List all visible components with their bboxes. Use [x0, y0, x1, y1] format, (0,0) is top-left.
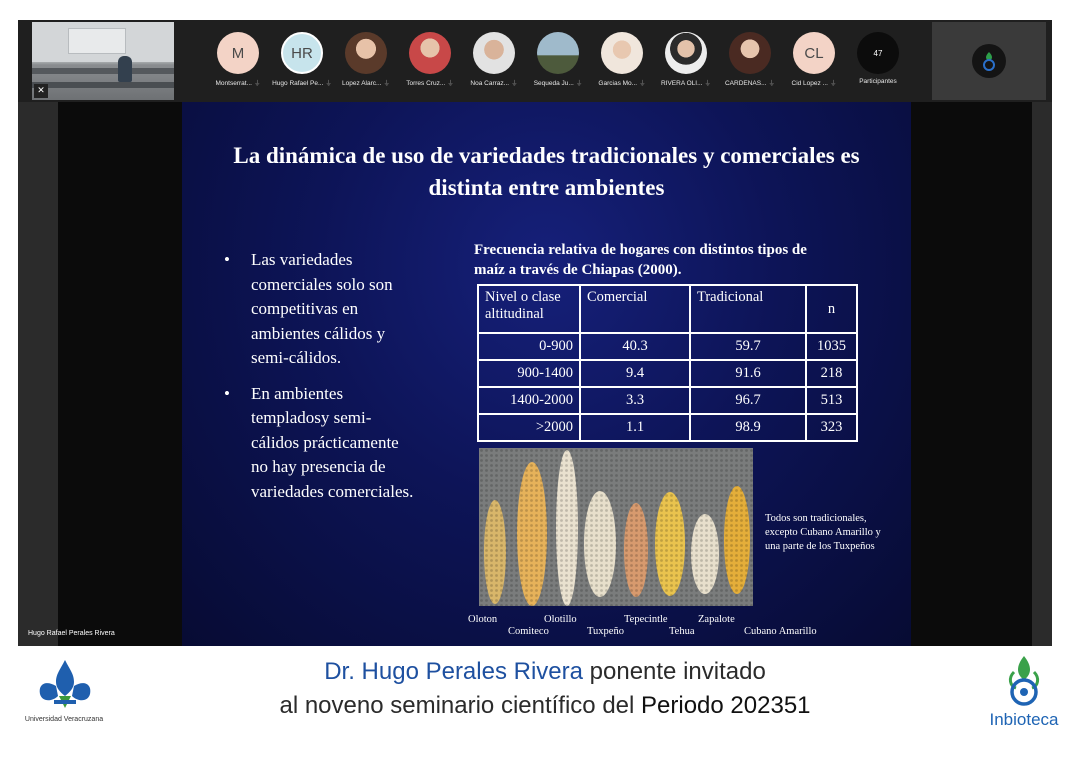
participant-name: Lopez Alarc...	[342, 80, 382, 87]
corn-label: Zapalote	[698, 614, 735, 625]
table-header-row	[478, 285, 857, 333]
table-cell: 91.6	[690, 360, 806, 387]
table-cell: 0-900	[478, 333, 580, 360]
avatar	[537, 32, 579, 74]
mic-muted-icon: ⏚	[639, 80, 646, 87]
table-cell: 1035	[806, 333, 857, 360]
avatar	[345, 32, 387, 74]
avatar	[729, 32, 771, 74]
participant-name: Hugo Rafael Pe...	[272, 80, 324, 87]
table-cell: 323	[806, 414, 857, 441]
mic-muted-icon: ⏚	[447, 80, 454, 87]
participant-name: Montserrat...	[215, 80, 252, 87]
table-caption: Frecuencia relativa de hogares con distintos tipos de maíz a través de Chiapas (2000).	[474, 242, 807, 278]
participant-tile[interactable]	[654, 20, 718, 102]
participant-name: Noa Carraz...	[470, 80, 510, 87]
avatar	[409, 32, 451, 74]
table-row	[478, 333, 857, 360]
corn-label: Cubano Amarillo	[744, 626, 817, 637]
mic-muted-icon: ⏚	[253, 80, 261, 87]
participant-name: CARDENAS...	[724, 80, 767, 87]
speaker-name-tag: Hugo Rafael Perales Rivera	[28, 630, 115, 637]
table-cell: >2000	[478, 414, 580, 441]
mic-muted-icon: ⏚	[383, 80, 390, 87]
corn-label: Tepecintle	[624, 614, 668, 625]
participant-tile[interactable]	[462, 20, 526, 102]
table-cell: 513	[806, 387, 857, 414]
participant-list	[206, 20, 918, 102]
table-row	[478, 414, 857, 441]
corn-label: Comiteco	[508, 626, 549, 637]
table-row	[478, 387, 857, 414]
participant-name: Torres Cruz...	[406, 80, 446, 87]
corn-label: Tehua	[669, 626, 695, 637]
participant-name: Sequeda Ju...	[533, 80, 574, 87]
bullet-list	[224, 248, 414, 515]
period-label: Periodo 202351	[641, 692, 811, 719]
column-header: Comercial	[580, 285, 690, 333]
mic-muted-icon: ⏚	[768, 80, 776, 87]
mic-muted-icon: ⏚	[830, 80, 837, 87]
person-figure	[118, 56, 132, 82]
corn-label: Tuxpeño	[587, 626, 624, 637]
mic-muted-icon: ⏚	[325, 80, 332, 87]
mic-muted-icon: ⏚	[704, 80, 712, 87]
corn-varieties-photo	[479, 448, 753, 606]
participant-name: Cid Lopez ...	[791, 80, 828, 87]
table-cell: 9.4	[580, 360, 690, 387]
table-row	[478, 360, 857, 387]
participant-tile[interactable]	[398, 20, 462, 102]
participant-tile[interactable]	[718, 20, 782, 102]
participant-name: RIVERA OLI...	[660, 80, 703, 87]
mic-muted-icon: ✕	[34, 84, 48, 98]
speaker-title: Dr. Hugo Perales Rivera	[324, 658, 583, 685]
camera-video-tile[interactable]	[32, 22, 174, 100]
table-cell: 96.7	[690, 387, 806, 414]
slide-title: La dinámica de uso de variedades tradicionales y comerciales es distinta entre ambientes	[233, 143, 860, 200]
table-cell: 1400-2000	[478, 387, 580, 414]
participant-name: Garcias Mo...	[598, 80, 638, 87]
table-cell: 218	[806, 360, 857, 387]
column-header: n	[806, 285, 857, 333]
university-name: Universidad Veracruzana	[24, 716, 104, 723]
whiteboard	[68, 28, 126, 54]
participant-tile[interactable]	[782, 20, 846, 102]
bullet-item: • En ambientes templadosy semi-cálidos prácticamente no hay presencia de variedades comerciales.	[224, 383, 414, 501]
avatar: M	[217, 32, 259, 74]
column-header: Nivel o clase altitudinal	[478, 285, 580, 333]
event-banner	[0, 648, 1090, 760]
avatar	[601, 32, 643, 74]
banner-line-1: Dr. Hugo Perales Rivera ponente invitado	[324, 658, 766, 685]
mic-muted-icon: ⏚	[575, 80, 583, 87]
inbioteca-logo-icon	[972, 44, 1006, 78]
participants-count-badge: 47	[857, 32, 899, 74]
avatar: HR	[281, 32, 323, 74]
participant-strip	[18, 20, 1052, 102]
corn-label: Olotillo	[544, 614, 577, 625]
mic-muted-icon: ⏚	[511, 80, 518, 87]
inbioteca-name: Inbioteca	[989, 710, 1059, 729]
corn-label: Oloton	[468, 614, 498, 625]
frequency-table	[477, 284, 858, 442]
banner-line-2: al noveno seminario científico del Periodo 202351	[279, 692, 811, 719]
participant-tile[interactable]	[270, 20, 334, 102]
table-cell: 59.7	[690, 333, 806, 360]
presentation-slide	[182, 102, 911, 646]
participant-tile[interactable]	[526, 20, 590, 102]
table-cell: 98.9	[690, 414, 806, 441]
avatar	[473, 32, 515, 74]
screen-share-area	[58, 102, 1032, 646]
table-cell: 3.3	[580, 387, 690, 414]
video-call-window	[18, 20, 1052, 646]
avatar: CL	[793, 32, 835, 74]
participants-label: Participantes	[859, 78, 897, 85]
column-header: Tradicional	[690, 285, 806, 333]
participant-tile[interactable]	[206, 20, 270, 102]
participant-tile[interactable]	[590, 20, 654, 102]
photo-caption: Todos son tradicionales, excepto Cubano Amarillo y una parte de los Tuxpeños	[765, 513, 881, 552]
table-cell: 1.1	[580, 414, 690, 441]
bullet-item: • Las variedades comerciales solo son competitivas en ambientes cálidos y semi-cálidos.	[224, 250, 393, 367]
inbioteca-video-tile[interactable]	[932, 22, 1046, 100]
participants-button[interactable]	[846, 20, 910, 102]
inbioteca-logo	[992, 652, 1056, 712]
avatar	[665, 32, 707, 74]
participant-tile[interactable]	[334, 20, 398, 102]
table-cell: 900-1400	[478, 360, 580, 387]
table-cell: 40.3	[580, 333, 690, 360]
